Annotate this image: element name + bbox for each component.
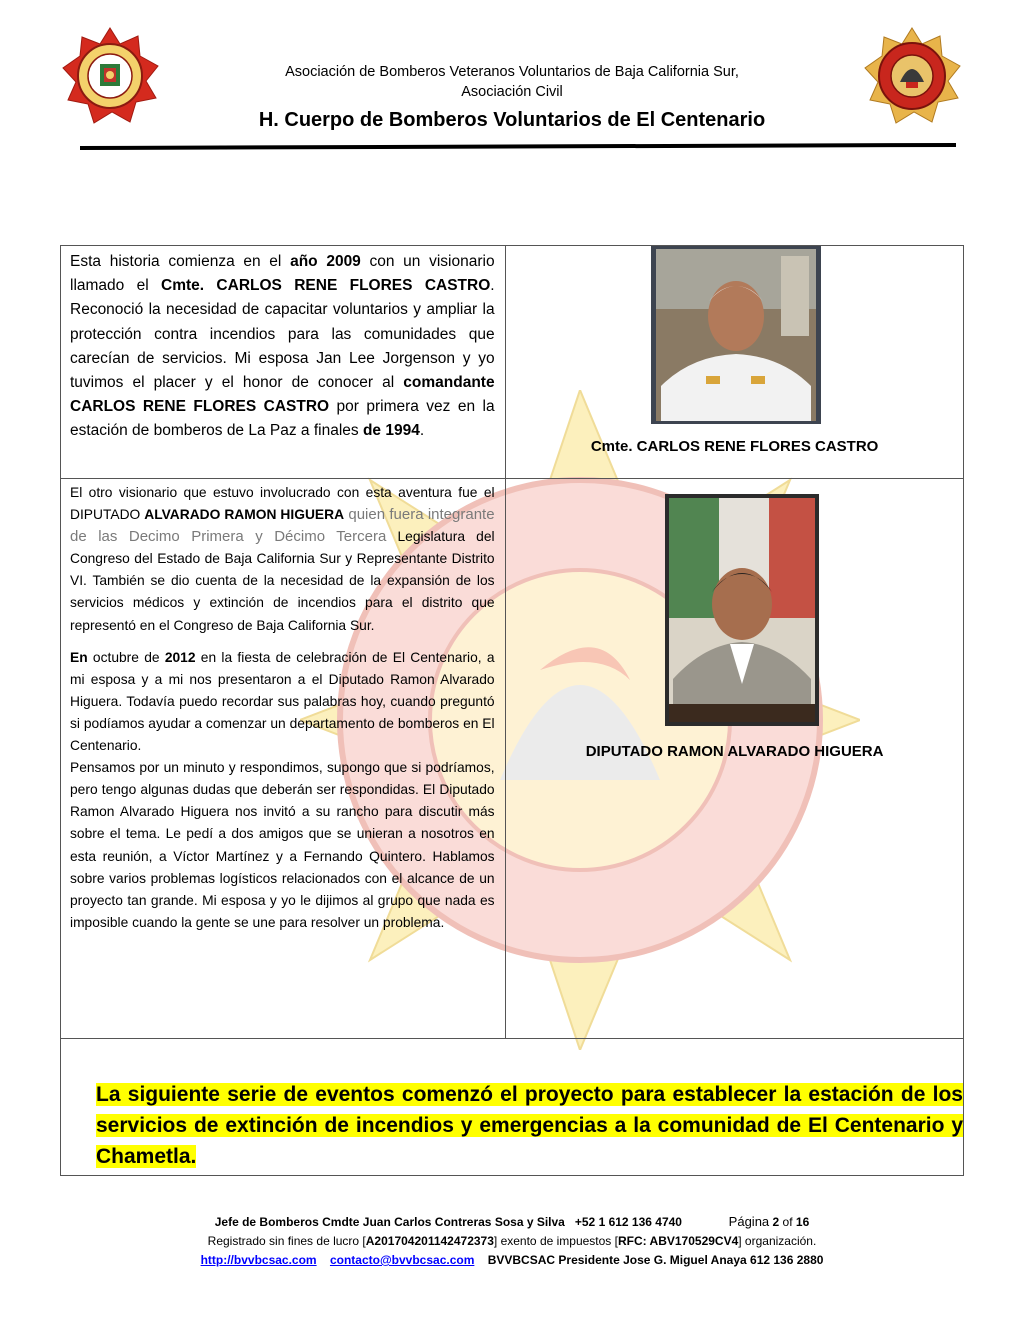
alvarado-higuera-photo — [665, 494, 819, 726]
row1-photo-cell — [505, 246, 963, 479]
highlight-paragraph: La siguiente serie de eventos comenzó el proyecto para establecer la estación de los servicios de extinción de incendios y emergencias a la comunidad de El Centenario y Chametla. — [96, 1083, 963, 1168]
row2-paragraph2: En octubre de 2012 en la fiesta de celebración de El Centenario, a mi esposa y a mi nos presentaron a el Diputado Ramon Alvarado Higuera. Todavía puedo recordar sus palabras hoy, cuando preguntó si podíamos ayudar a comenzar un departamento de bomberos en El Centenario. — [70, 649, 495, 754]
content-table — [60, 245, 964, 1176]
row3-highlight-cell — [61, 1039, 964, 1176]
email-link[interactable]: contacto@bvvbcsac.com — [329, 1253, 475, 1267]
footer-line2: Registrado sin fines de lucro [A201704201142472373] exento de impuestos [RFC: ABV170529CV4] organización. — [207, 1234, 817, 1248]
footer-president: BVVBCSAC Presidente Jose G. Miguel Anaya 612 136 2880 — [487, 1253, 824, 1267]
association-line1: Asociación de Bomberos Veteranos Voluntarios de Baja California Sur, — [285, 64, 739, 80]
footer-chief: Jefe de Bomberos Cmdte Juan Carlos Contreras Sosa y Silva — [214, 1215, 565, 1229]
website-link[interactable]: http://bvvbcsac.com — [200, 1253, 317, 1267]
footer-page-word: Página — [728, 1214, 770, 1229]
alvarado-higuera-caption: DIPUTADO RAMON ALVARADO HIGUERA — [585, 743, 884, 760]
footer-line3 — [60, 1251, 964, 1270]
table-row — [61, 1039, 964, 1176]
association-name — [200, 62, 824, 102]
row1-text-cell — [61, 246, 506, 479]
footer-page-of: of — [782, 1215, 793, 1229]
header-rule — [80, 143, 956, 150]
table-row — [61, 246, 964, 479]
footer-page-num: 2 — [772, 1215, 780, 1229]
association-line2: Asociación Civil — [461, 84, 563, 100]
row2-paragraph3: Pensamos por un minuto y respondimos, supongo que si podríamos, pero tengo algunas dudas que deberán ser respondidas. El Diputado Ramon Alvarado Higuera nos invitó a su rancho para discutir más sobre el tema. Le pedí a dos amigos que se unieran a nosotros en esta reunión, a Víctor Martínez y a Fernando Quintero. Hablamos sobre varios problemas logísticos relacionados con el alcance de un proyecto tan grande. Mi esposa y yo le dijimos al grupo que nada es imposible cuando la gente se une para resolver un problema. — [70, 760, 495, 930]
row1-paragraph: Esta historia comienza en el año 2009 con un visionario llamado el Cmte. CARLOS RENE FLORES CASTRO. Reconoció la necesidad de capacitar voluntarios y ampliar la protección contra incendios para las comunidades que carecían de servicios. Mi esposa Jan Lee Jorgenson y yo tuvimos el placer y el honor de conocer al comandante CARLOS RENE FLORES CASTRO por primera vez en la estación de bomberos de La Paz a finales de 1994. — [70, 253, 495, 440]
footer — [60, 1212, 964, 1270]
flores-castro-caption: Cmte. CARLOS RENE FLORES CASTRO — [590, 438, 879, 455]
row2-text-cell — [61, 479, 506, 1039]
footer-phone: +52 1 612 136 4740 — [574, 1215, 682, 1229]
row2-photo-cell — [505, 479, 963, 1039]
flores-castro-photo — [651, 246, 821, 424]
page-title: H. Cuerpo de Bomberos Voluntarios de El Centenario — [258, 109, 766, 131]
footer-line1 — [60, 1212, 964, 1232]
row2-paragraph1: El otro visionario que estuvo involucrado con esta aventura fue el DIPUTADO ALVARADO RAMON HIGUERA quien fuera integrante de las Decimo Primera y Décimo Tercera Legislatura del Congreso del Estado de Baja California Sur y Representante Distrito VI. También se dio cuenta de la necesidad de la expansión de los servicios médicos y extinción de incendios para el distrito que representó en el Congreso de Baja California Sur. — [70, 485, 495, 633]
footer-page-total: 16 — [795, 1215, 810, 1229]
centenario-logo — [862, 26, 962, 126]
table-row — [61, 479, 964, 1039]
veteranos-logo — [60, 26, 160, 126]
